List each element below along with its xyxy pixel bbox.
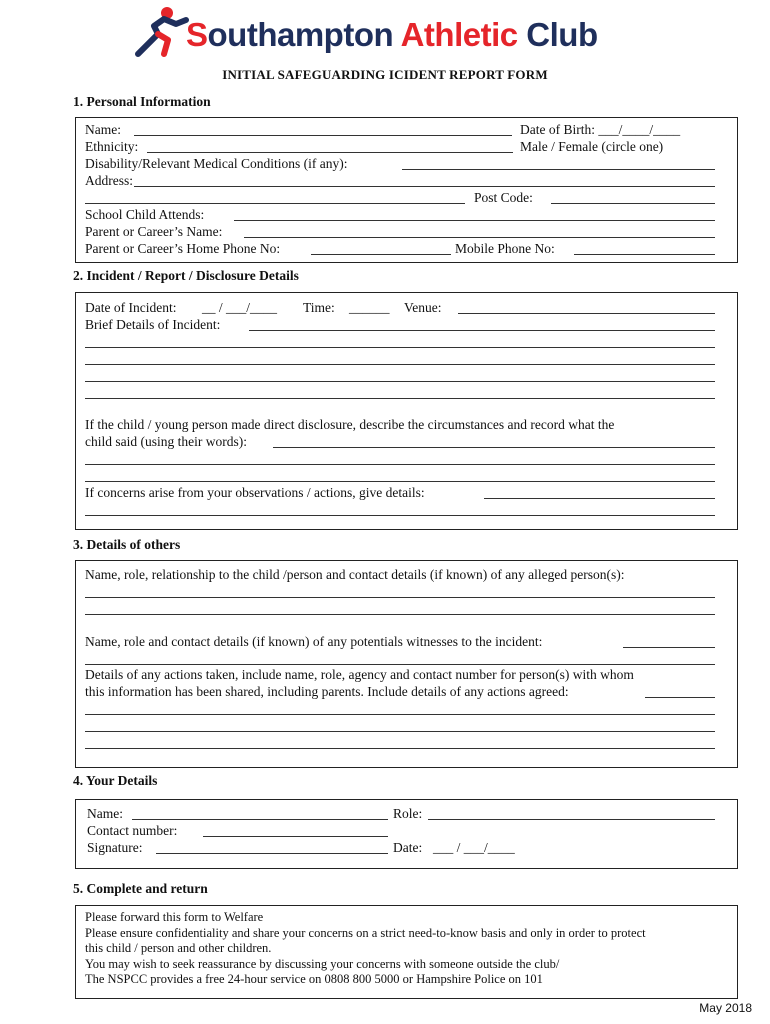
address-field-2[interactable] (85, 190, 465, 204)
concerns-field-2[interactable] (85, 502, 715, 516)
logo-word-3: Club (526, 16, 598, 53)
section-5-heading: 5. Complete and return (73, 881, 208, 896)
address-field-1[interactable] (134, 173, 715, 187)
concerns-label: If concerns arise from your observations / actions, give details: (85, 485, 425, 500)
form-title: INITIAL SAFEGUARDING ICIDENT REPORT FORM (222, 67, 548, 82)
mobile-field[interactable] (574, 241, 715, 255)
parent-phone-label: Parent or Career’s Home Phone No: (85, 241, 281, 256)
disclosure-field-2[interactable] (85, 451, 715, 465)
brief-details-field-5[interactable] (85, 385, 715, 399)
signature-field[interactable] (156, 840, 388, 854)
address-label: Address: (85, 173, 133, 188)
runner-logo-icon (134, 4, 194, 60)
name-label: Name: (85, 122, 121, 137)
section-2-heading: 2. Incident / Report / Disclosure Details (73, 268, 299, 283)
alleged-field-1[interactable] (85, 584, 715, 598)
disclosure-field-3[interactable] (85, 468, 715, 482)
brief-details-label: Brief Details of Incident: (85, 317, 221, 332)
disclosure-text-2: child said (using their words): (85, 434, 247, 449)
disability-field[interactable] (402, 156, 715, 170)
logo-word-2: Athletic (400, 16, 518, 53)
parent-phone-field[interactable] (311, 241, 451, 255)
brief-details-field-1[interactable] (249, 317, 715, 331)
school-label: School Child Attends: (85, 207, 205, 222)
others-details-box (75, 560, 738, 768)
signature-label: Signature: (87, 840, 143, 855)
disclosure-field-1[interactable] (273, 434, 715, 448)
disclosure-text: If the child / young person made direct disclosure, describe the circumstances and record what the (85, 417, 615, 432)
instruction-line-1: Please forward this form to Welfare (85, 910, 264, 924)
your-name-field[interactable] (132, 806, 388, 820)
your-details-box (75, 799, 738, 869)
parent-name-field[interactable] (244, 224, 715, 238)
your-name-label: Name: (87, 806, 123, 821)
club-logo (134, 4, 644, 60)
witness-field-1[interactable] (623, 634, 715, 648)
brief-details-field-3[interactable] (85, 351, 715, 365)
role-field[interactable] (428, 806, 715, 820)
witness-field-2[interactable] (85, 651, 715, 665)
postcode-field[interactable] (551, 190, 715, 204)
dob-field[interactable]: Date of Birth: ___/____/____ (520, 122, 681, 137)
witness-label: Name, role and contact details (if known) of any potentials witnesses to the incident: (85, 634, 543, 649)
logo-first-letter: S (186, 16, 208, 53)
concerns-field-1[interactable] (484, 485, 715, 499)
logo-word-1: outhampton (207, 16, 394, 53)
club-name (186, 16, 598, 54)
time-field[interactable]: ______ (349, 300, 390, 315)
actions-field-3[interactable] (85, 718, 715, 732)
actions-field-4[interactable] (85, 735, 715, 749)
disability-label: Disability/Relevant Medical Conditions (if any): (85, 156, 348, 171)
mobile-label: Mobile Phone No: (455, 241, 555, 256)
section-4-heading: 4. Your Details (73, 773, 158, 788)
venue-field[interactable] (458, 300, 715, 314)
return-instructions-box (75, 905, 738, 999)
incident-date-label: Date of Incident: (85, 300, 177, 315)
actions-text: Details of any actions taken, include name, role, agency and contact number for person(s) with whom (85, 667, 634, 682)
postcode-label: Post Code: (474, 190, 533, 205)
section-1-heading: 1. Personal Information (73, 94, 211, 109)
brief-details-field-2[interactable] (85, 334, 715, 348)
personal-info-box (75, 117, 738, 263)
parent-name-label: Parent or Career’s Name: (85, 224, 223, 239)
brief-details-field-4[interactable] (85, 368, 715, 382)
contact-number-field[interactable] (203, 823, 388, 837)
school-field[interactable] (234, 207, 715, 221)
alleged-field-2[interactable] (85, 601, 715, 615)
your-date-field[interactable]: ___ / ___/____ (433, 840, 515, 855)
incident-date-field[interactable]: __ / ___/____ (202, 300, 278, 315)
contact-number-label: Contact number: (87, 823, 178, 838)
instruction-line-4: You may wish to seek reassurance by discussing your concerns with someone outside the club/ (85, 956, 560, 971)
time-label: Time: (303, 300, 335, 315)
actions-text-2: this information has been shared, including parents. Include details of any actions agreed: (85, 684, 569, 699)
incident-details-box (75, 292, 738, 530)
your-date-label: Date: (393, 840, 423, 855)
instruction-line-5: The NSPCC provides a free 24-hour service on 0808 800 5000 or Hampshire Police on 101 (85, 972, 543, 986)
role-label: Role: (393, 806, 423, 821)
ethnicity-field[interactable] (147, 139, 513, 153)
ethnicity-label: Ethnicity: (85, 139, 139, 154)
section-3-heading: 3. Details of others (73, 537, 181, 552)
gender-field[interactable]: Male / Female (circle one) (520, 139, 664, 154)
actions-field-1[interactable] (645, 684, 715, 698)
venue-label: Venue: (404, 300, 442, 315)
instruction-line-2: Please ensure confidentiality and share your concerns on a strict need-to-know basis and only in order to protect (85, 925, 646, 940)
name-field[interactable] (134, 122, 512, 136)
actions-field-2[interactable] (85, 701, 715, 715)
footer-date: May 2018 (699, 1001, 752, 1015)
alleged-person-label: Name, role, relationship to the child /person and contact details (if known) of any alleged person(s): (85, 567, 625, 582)
instruction-line-3: this child / person and other children. (85, 941, 272, 955)
